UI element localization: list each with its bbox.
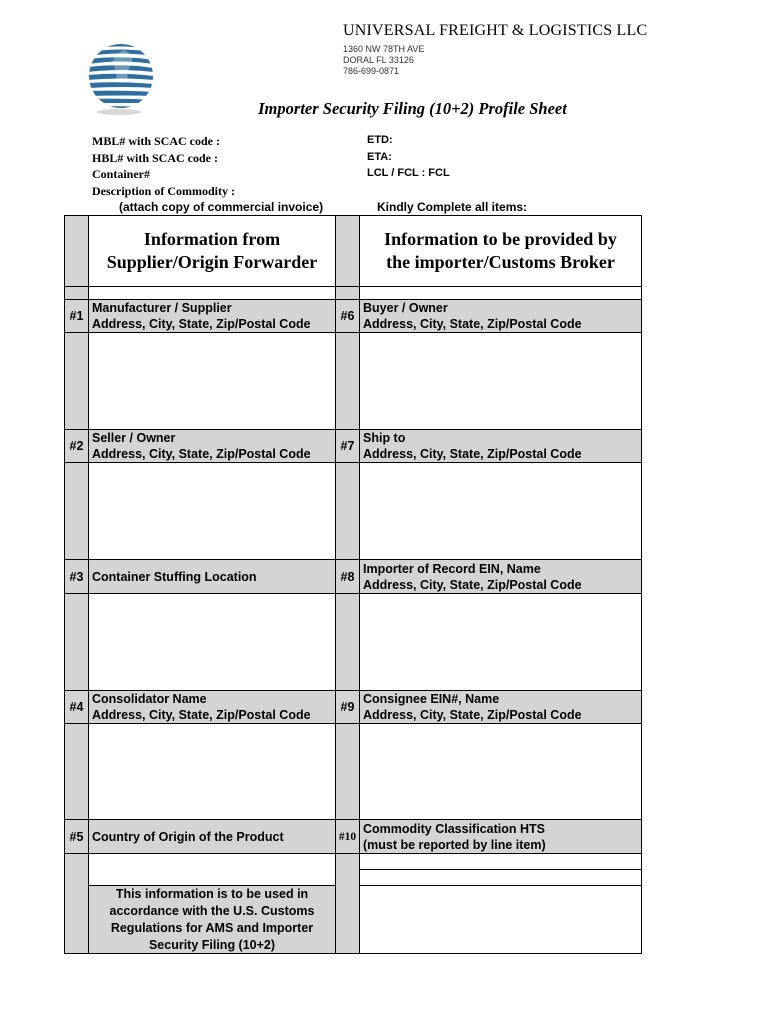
invoice-note: (attach copy of commercial invoice)	[119, 200, 324, 214]
company-name: UNIVERSAL FREIGHT & LOGISTICS LLC	[343, 22, 648, 39]
item-label-line: Address, City, State, Zip/Postal Code	[363, 577, 582, 592]
stuffing-location-entry-area[interactable]	[88, 593, 336, 691]
item-number: #1	[64, 299, 89, 333]
num-spacer	[64, 462, 89, 560]
num-spacer	[335, 723, 360, 820]
num-spacer	[335, 332, 360, 430]
right-column-header	[359, 215, 642, 287]
item-label-line: Buyer / Owner	[363, 301, 448, 315]
spacer-cell	[335, 286, 360, 300]
note-line: Security Filing (10+2)	[148, 937, 276, 952]
item-label-seller	[88, 429, 336, 463]
item-number: #2	[64, 429, 89, 463]
item-label-line: Manufacturer / Supplier	[92, 301, 232, 315]
header-num-cell	[64, 215, 89, 287]
item-label-line: Country of Origin of the Product	[92, 829, 284, 844]
item-number: #9	[335, 690, 360, 724]
note-line: Regulations for AMS and Importer	[110, 920, 314, 935]
item-label-line: Consignee EIN#, Name	[363, 692, 500, 706]
right-header-line: Information to be provided by	[384, 229, 617, 249]
item-number: #6	[335, 299, 360, 333]
etd-field-label: ETD:	[367, 134, 393, 146]
item-number: #4	[64, 690, 89, 724]
buyer-entry-area[interactable]	[359, 332, 642, 430]
ship-to-entry-area[interactable]	[359, 462, 642, 560]
item-label-country-of-origin	[88, 819, 336, 854]
importer-of-record-entry-area[interactable]	[359, 593, 642, 691]
item-label-hts	[359, 819, 642, 854]
item-label-line: Ship to	[363, 431, 406, 445]
item-number: #5	[64, 819, 89, 854]
header-num-cell	[335, 215, 360, 287]
left-header-line: Supplier/Origin Forwarder	[106, 252, 318, 272]
item-label-line: Address, City, State, Zip/Postal Code	[92, 317, 311, 331]
item-label-importer-of-record	[359, 559, 642, 594]
manufacturer-entry-area[interactable]	[88, 332, 336, 430]
item-label-line: Seller / Owner	[92, 431, 176, 445]
item-label-line: (must be reported by line item)	[363, 837, 546, 852]
item-label-line: Address, City, State, Zip/Postal Code	[92, 447, 311, 461]
note-line: accordance with the U.S. Customs	[109, 903, 315, 918]
item-number: #3	[64, 559, 89, 594]
hbl-field-label: HBL# with SCAC code :	[92, 151, 219, 165]
country-of-origin-entry[interactable]	[88, 853, 336, 886]
num-spacer	[335, 853, 360, 954]
num-spacer	[64, 593, 89, 691]
item-number: #8	[335, 559, 360, 594]
item-label-stuffing-location	[88, 559, 336, 594]
right-header-line: the importer/Customs Broker	[386, 252, 615, 272]
hts-entry-line[interactable]	[359, 853, 642, 870]
seller-entry-area[interactable]	[88, 462, 336, 560]
num-spacer	[64, 723, 89, 820]
commodity-field-label: Description of Commodity :	[92, 184, 235, 198]
item-number: #7	[335, 429, 360, 463]
item-label-line: Address, City, State, Zip/Postal Code	[92, 708, 311, 722]
hts-entry-area[interactable]	[359, 885, 642, 954]
item-label-buyer	[359, 299, 642, 333]
phone-line: 786-699-0871	[343, 66, 400, 76]
profile-table	[64, 215, 642, 954]
num-spacer	[64, 332, 89, 430]
customs-regulation-note	[88, 885, 336, 954]
spacer-cell	[88, 286, 336, 300]
item-label-line: Commodity Classification HTS	[363, 821, 545, 836]
item-label-line: Importer of Record EIN, Name	[363, 561, 541, 576]
address-line: DORAL FL 33126	[343, 55, 414, 65]
item-label-manufacturer	[88, 299, 336, 333]
num-spacer	[335, 593, 360, 691]
complete-all-note: Kindly Complete all items:	[377, 200, 528, 214]
load-type-field-label: LCL / FCL : FCL	[367, 167, 450, 179]
spacer-cell	[64, 286, 89, 300]
item-label-line: Container Stuffing Location	[92, 569, 257, 584]
item-label-ship-to	[359, 429, 642, 463]
item-label-line: Consolidator Name	[92, 692, 207, 706]
item-label-consignee	[359, 690, 642, 724]
item-label-consolidator	[88, 690, 336, 724]
num-spacer	[64, 853, 89, 954]
item-label-line: Address, City, State, Zip/Postal Code	[363, 708, 582, 722]
left-header-line: Information from	[143, 229, 281, 249]
left-column-header	[88, 215, 336, 287]
eta-field-label: ETA:	[367, 151, 392, 163]
container-field-label: Container#	[92, 167, 150, 181]
page-title: Importer Security Filing (10+2) Profile Sheet	[258, 99, 567, 118]
item-number: #10	[335, 819, 360, 854]
mbl-field-label: MBL# with SCAC code :	[92, 134, 220, 148]
spacer-cell	[359, 286, 642, 300]
address-line: 1360 NW 78TH AVE	[343, 44, 425, 54]
item-label-line: Address, City, State, Zip/Postal Code	[363, 447, 582, 461]
num-spacer	[335, 462, 360, 560]
note-line: This information is to be used in	[115, 886, 309, 901]
consolidator-entry-area[interactable]	[88, 723, 336, 820]
consignee-entry-area[interactable]	[359, 723, 642, 820]
hts-entry-line[interactable]	[359, 869, 642, 886]
item-label-line: Address, City, State, Zip/Postal Code	[363, 317, 582, 331]
